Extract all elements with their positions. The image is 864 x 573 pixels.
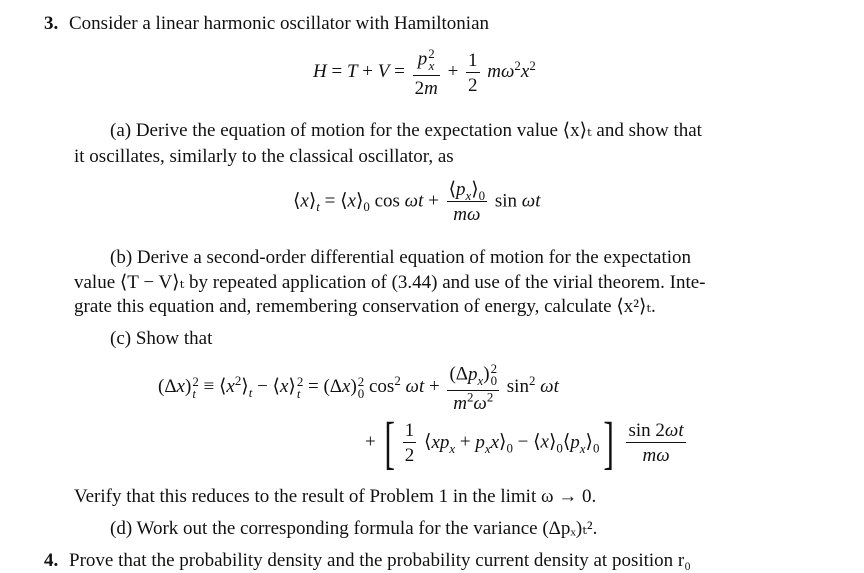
part-a-line-2: it oscillates, similarly to the classical oscillator, as bbox=[74, 146, 454, 167]
expectation-x-equation: $⟨x⟩_t$ = $⟨x⟩_0$ cos ωt + $\frac{⟨p_x⟩_0}{m\omega}$ sin ωt bbox=[293, 179, 541, 225]
part-d-line: (d) Work out the corresponding formula for the variance (Δpₓ)ₜ². bbox=[110, 518, 598, 539]
problem-3-number: 3. bbox=[44, 13, 59, 34]
problem-3-intro-line bbox=[44, 14, 489, 33]
part-c-label: (c) Show that bbox=[110, 328, 213, 349]
problem-4-text: Prove that the probability density and the probability current density at position r₀ bbox=[69, 550, 691, 571]
problem-4-number: 4. bbox=[44, 550, 59, 571]
variance-x-equation-line-2: + [ $\frac{1}{2}$ $⟨xp_x$ + $p_xx⟩_0$ − $⟨x⟩_0⟨p_x⟩_0$] $\frac{\sin 2\omega t}{m\omega}$ bbox=[365, 410, 684, 475]
part-b-line-1: (b) Derive a second-order differential equation of motion for the expectation bbox=[110, 247, 692, 268]
verify-line: Verify that this reduces to the result of Problem 1 in the limit ω → 0. bbox=[74, 486, 597, 507]
part-a-line-1: (a) Derive the equation of motion for the expectation value ⟨x⟩ₜ and show that bbox=[110, 120, 702, 141]
problem-3-intro: Consider a linear harmonic oscillator with Hamiltonian bbox=[69, 13, 490, 34]
problem-4-line bbox=[44, 551, 691, 570]
part-b-line-2: value ⟨T − V⟩ₜ by repeated application of (3.44) and use of the virial theorem. Inte- bbox=[74, 272, 706, 293]
variance-x-equation-line-1: (Δx) 2 t ≡ $⟨x^2⟩_t$ − ⟨x⟩ 2 t = (Δx) 2 0 $\cos^2 \omega t$ + $(\Delta p_x)$ 2 0 $m^2\omega^2$ $\sin^2 \omega t$ bbox=[158, 361, 559, 414]
hamiltonian-equation: H = T + V = p 2 x 2m + $\frac{1}{2}$ $m\omega^2x^2$ bbox=[313, 46, 536, 99]
part-b-line-3: grate this equation and, remembering conservation of energy, calculate ⟨x²⟩ₜ. bbox=[74, 296, 656, 317]
